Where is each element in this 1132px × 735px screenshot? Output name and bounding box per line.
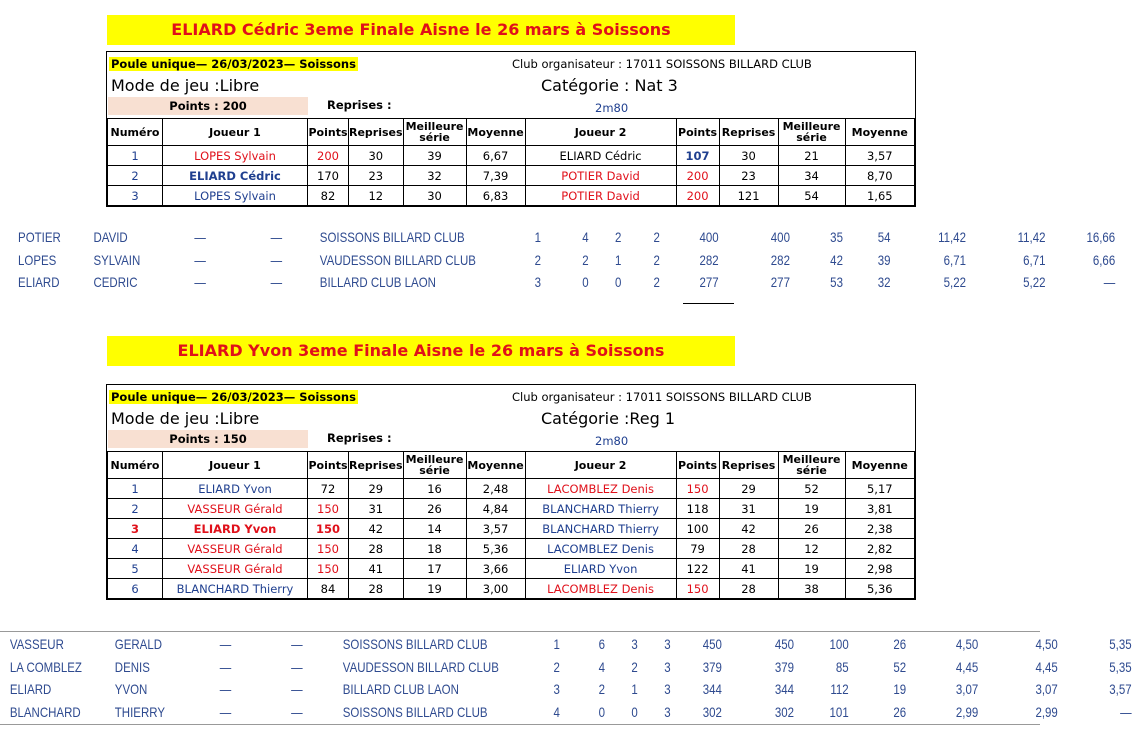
col-header-joueur1: Joueur 1 — [163, 452, 308, 479]
underline-mark — [683, 303, 734, 304]
table-row — [108, 539, 915, 559]
poule-label: Poule unique— 26/03/2023— Soissons — [111, 57, 356, 71]
rank-reprises: 112 — [830, 681, 849, 697]
rank-moyenne: 4,45 — [955, 658, 979, 675]
cell-reprises2: 29 — [719, 479, 778, 499]
cell-serie1: 14 — [403, 519, 466, 539]
rank-gagnes: 2 — [631, 658, 638, 675]
cell-points1: 150 — [308, 559, 349, 579]
col-header-moyenne1: Moyenne — [466, 452, 525, 479]
match-table — [107, 118, 915, 206]
rank-club: SOISSONS BILLARD CLUB — [342, 636, 488, 652]
cell-reprises1: 28 — [349, 579, 404, 599]
rank-rang: 4 — [553, 703, 560, 720]
categorie: Catégorie : Nat 3 — [541, 76, 678, 95]
cell-reprises2: 42 — [719, 519, 778, 539]
rank-col-d: 3 — [664, 703, 671, 720]
rank-club: VAUDESSON BILLARD CLUB — [342, 658, 499, 675]
cell-numero: 6 — [108, 579, 163, 599]
rank-moyenne2: 4,45 — [1035, 658, 1058, 675]
table-row — [108, 519, 915, 539]
cell-moyenne2: 2,82 — [845, 539, 914, 559]
cell-points1: 150 — [308, 499, 349, 519]
mode-de-jeu: Mode de jeu :Libre — [111, 76, 260, 95]
cell-serie1: 26 — [403, 499, 466, 519]
rank-rang: 3 — [553, 681, 560, 697]
table-row — [108, 579, 915, 599]
cell-serie2: 34 — [778, 166, 845, 186]
rank-moyenne: 6,71 — [943, 251, 966, 268]
cell-points1: 150 — [308, 519, 349, 539]
cell-moyenne1: 3,00 — [466, 579, 525, 599]
col-header-joueur2: Joueur 2 — [525, 119, 676, 146]
cell-joueur1: VASSEUR Gérald — [163, 559, 308, 579]
cell-joueur1: ELIARD Yvon — [163, 479, 308, 499]
rank-prenom: SYLVAIN — [93, 251, 141, 268]
rank-moyenne: 4,50 — [955, 636, 979, 652]
rank-rang: 3 — [534, 274, 542, 290]
rank-col4: — — [270, 274, 283, 290]
col-header-reprises1: Reprises — [349, 119, 404, 146]
results-panel-1 — [106, 51, 916, 207]
rank-serie: 19 — [893, 681, 907, 697]
col-header-serie2: Meilleure série — [778, 119, 845, 146]
rank-moyenne-partie: 5,35 — [1109, 636, 1132, 652]
cell-reprises1: 42 — [349, 519, 404, 539]
rank-moyenne-partie: 6,66 — [1092, 251, 1116, 268]
cell-serie2: 19 — [778, 499, 845, 519]
cell-moyenne2: 5,17 — [845, 479, 914, 499]
cell-serie2: 38 — [778, 579, 845, 599]
rank-total2: 344 — [774, 681, 795, 697]
rank-points: 4 — [598, 658, 605, 675]
rank-col4: — — [291, 681, 303, 697]
rank-nom: BLANCHARD — [9, 703, 81, 720]
rank-gagnes: 2 — [615, 229, 622, 245]
rank-col-d: 2 — [653, 251, 660, 268]
rank-club: BILLARD CLUB LAON — [319, 274, 436, 290]
cell-moyenne1: 3,66 — [466, 559, 525, 579]
rank-reprises: 100 — [829, 636, 849, 652]
cell-numero: 5 — [108, 559, 163, 579]
col-header-reprises2: Reprises — [719, 452, 778, 479]
cell-reprises1: 12 — [349, 186, 404, 206]
cell-joueur2: POTIER David — [525, 186, 676, 206]
cell-points1: 170 — [308, 166, 349, 186]
rank-moyenne2: 4,50 — [1035, 636, 1058, 652]
cell-joueur1: ELIARD Cédric — [163, 166, 308, 186]
cell-moyenne2: 3,57 — [845, 146, 914, 166]
cell-numero: 1 — [108, 146, 163, 166]
rank-moyenne-partie: — — [1120, 703, 1132, 720]
cell-joueur1: LOPES Sylvain — [163, 146, 308, 166]
cell-serie1: 18 — [403, 539, 466, 559]
rank-reprises: 35 — [830, 229, 843, 245]
rank-gagnes: 1 — [615, 251, 622, 268]
cell-numero: 3 — [108, 519, 163, 539]
club-organisateur: Club organisateur : 17011 SOISSONS BILLARD CLUB — [512, 57, 812, 71]
col-header-reprises1: Reprises — [349, 452, 404, 479]
cell-moyenne2: 3,81 — [845, 499, 914, 519]
rank-col3: — — [219, 681, 232, 697]
table-header-row — [108, 119, 915, 146]
rank-moyenne-partie: — — [1103, 274, 1116, 290]
cell-moyenne2: 2,38 — [845, 519, 914, 539]
cell-serie2: 54 — [778, 186, 845, 206]
cell-joueur1: ELIARD Yvon — [163, 519, 308, 539]
rank-gagnes: 0 — [631, 703, 638, 720]
cell-serie1: 39 — [403, 146, 466, 166]
cell-points2: 100 — [676, 519, 719, 539]
rank-total-points: 282 — [699, 251, 719, 268]
reprises-label: Reprises : — [327, 98, 392, 112]
cell-numero: 2 — [108, 166, 163, 186]
rank-col4: — — [291, 636, 303, 652]
rank-col3: — — [194, 274, 206, 290]
cell-numero: 3 — [108, 186, 163, 206]
cell-reprises2: 121 — [719, 186, 778, 206]
rank-nom: VASSEUR — [9, 636, 64, 652]
cell-points1: 82 — [308, 186, 349, 206]
categorie: Catégorie :Reg 1 — [541, 409, 676, 428]
cell-reprises1: 41 — [349, 559, 404, 579]
results-panel-2 — [106, 384, 916, 600]
cell-points2: 200 — [676, 166, 719, 186]
cell-numero: 4 — [108, 539, 163, 559]
cell-serie2: 26 — [778, 519, 845, 539]
rank-club: VAUDESSON BILLARD CLUB — [319, 251, 476, 268]
rank-prenom: DENIS — [114, 658, 150, 675]
rank-prenom: THIERRY — [114, 703, 165, 720]
rank-moyenne: 5,22 — [943, 274, 966, 290]
rank-rang: 2 — [553, 658, 560, 675]
rank-col3: — — [219, 703, 232, 720]
cell-moyenne1: 5,36 — [466, 539, 525, 559]
cell-joueur2: POTIER David — [525, 166, 676, 186]
cell-joueur2: BLANCHARD Thierry — [525, 499, 676, 519]
rank-total-points: 450 — [702, 636, 722, 652]
cell-joueur1: BLANCHARD Thierry — [163, 579, 308, 599]
rank-moyenne-partie: 3,57 — [1109, 681, 1132, 697]
rank-total-points: 277 — [699, 274, 719, 290]
col-header-joueur2: Joueur 2 — [525, 452, 676, 479]
cell-points1: 200 — [308, 146, 349, 166]
points-target: Points : 200 — [108, 97, 308, 115]
rank-points: 4 — [582, 229, 589, 245]
cell-moyenne1: 6,83 — [466, 186, 525, 206]
cell-points1: 72 — [308, 479, 349, 499]
rank-serie: 54 — [877, 229, 891, 245]
table-row — [108, 559, 915, 579]
rank-col4: — — [270, 251, 283, 268]
distance: 2m80 — [595, 101, 629, 115]
cell-serie1: 16 — [403, 479, 466, 499]
rank-moyenne-partie: 16,66 — [1086, 229, 1116, 245]
rank-col3: — — [194, 251, 206, 268]
rank-nom: ELIARD — [9, 681, 52, 697]
rank-moyenne2: 2,99 — [1035, 703, 1058, 720]
rank-points: 2 — [582, 251, 589, 268]
cell-serie1: 17 — [403, 559, 466, 579]
divider — [0, 724, 1040, 725]
col-header-joueur1: Joueur 1 — [163, 119, 308, 146]
club-organisateur: Club organisateur : 17011 SOISSONS BILLARD CLUB — [512, 390, 812, 404]
cell-serie1: 30 — [403, 186, 466, 206]
rank-rang: 1 — [553, 636, 560, 652]
cell-points2: 107 — [676, 146, 719, 166]
cell-points2: 118 — [676, 499, 719, 519]
cell-joueur2: ELIARD Yvon — [525, 559, 676, 579]
rank-reprises: 42 — [830, 251, 843, 268]
cell-serie1: 19 — [403, 579, 466, 599]
cell-reprises1: 29 — [349, 479, 404, 499]
col-header-serie1: Meilleure série — [403, 119, 466, 146]
rank-col3: — — [194, 229, 206, 245]
rank-moyenne2: 5,22 — [1023, 274, 1046, 290]
rank-col-d: 3 — [664, 681, 671, 697]
rank-moyenne: 2,99 — [955, 703, 979, 720]
rank-serie: 52 — [893, 658, 907, 675]
rank-nom: ELIARD — [18, 274, 60, 290]
rank-points: 0 — [582, 274, 589, 290]
rank-col-d: 2 — [653, 274, 660, 290]
points-target: Points : 150 — [108, 430, 308, 448]
cell-points2: 150 — [676, 479, 719, 499]
rank-reprises: 101 — [829, 703, 849, 720]
rank-total2: 277 — [770, 274, 790, 290]
cell-numero: 1 — [108, 479, 163, 499]
cell-reprises1: 28 — [349, 539, 404, 559]
table-row — [108, 146, 915, 166]
cell-joueur2: LACOMBLEZ Denis — [525, 539, 676, 559]
cell-points1: 84 — [308, 579, 349, 599]
rank-moyenne2: 6,71 — [1023, 251, 1046, 268]
cell-joueur1: VASSEUR Gérald — [163, 539, 308, 559]
rank-serie: 32 — [877, 274, 891, 290]
mode-de-jeu: Mode de jeu :Libre — [111, 409, 260, 428]
rank-moyenne-partie: 5,35 — [1109, 658, 1132, 675]
rank-total2: 400 — [770, 229, 790, 245]
col-header-serie2: Meilleure série — [778, 452, 845, 479]
rank-club: BILLARD CLUB LAON — [342, 681, 459, 697]
cell-joueur1: LOPES Sylvain — [163, 186, 308, 206]
cell-points2: 150 — [676, 579, 719, 599]
cell-moyenne1: 6,67 — [466, 146, 525, 166]
cell-serie2: 52 — [778, 479, 845, 499]
col-header-moyenne2: Moyenne — [845, 452, 914, 479]
cell-reprises2: 23 — [719, 166, 778, 186]
cell-serie2: 19 — [778, 559, 845, 579]
cell-joueur2: BLANCHARD Thierry — [525, 519, 676, 539]
rank-total2: 302 — [774, 703, 795, 720]
rank-moyenne2: 3,07 — [1035, 681, 1058, 697]
rank-nom: LOPES — [18, 251, 57, 268]
rank-total-points: 379 — [702, 658, 722, 675]
cell-numero: 2 — [108, 499, 163, 519]
rank-total2: 379 — [774, 658, 795, 675]
rank-serie: 26 — [893, 703, 907, 720]
col-header-points1: Points — [308, 119, 349, 146]
title-banner-2: ELIARD Yvon 3eme Finale Aisne le 26 mars à Soissons — [107, 336, 735, 366]
rank-nom: LA COMBLEZ — [9, 658, 82, 675]
cell-joueur2: LACOMBLEZ Denis — [525, 479, 676, 499]
match-table — [107, 451, 915, 599]
cell-moyenne2: 2,98 — [845, 559, 914, 579]
table-row — [108, 166, 915, 186]
cell-reprises2: 28 — [719, 539, 778, 559]
rank-gagnes: 3 — [631, 636, 638, 652]
cell-moyenne1: 3,57 — [466, 519, 525, 539]
panel-header — [107, 52, 915, 118]
rank-reprises: 53 — [830, 274, 843, 290]
poule-label: Poule unique— 26/03/2023— Soissons — [111, 390, 356, 404]
rank-prenom: CEDRIC — [93, 274, 138, 290]
table-row — [108, 479, 915, 499]
rank-col-d: 3 — [664, 658, 671, 675]
cell-reprises2: 41 — [719, 559, 778, 579]
cell-points2: 79 — [676, 539, 719, 559]
cell-moyenne2: 5,36 — [845, 579, 914, 599]
cell-serie1: 32 — [403, 166, 466, 186]
rank-points: 2 — [598, 681, 605, 697]
col-header-moyenne1: Moyenne — [466, 119, 525, 146]
rank-col-d: 2 — [653, 229, 660, 245]
col-header-points2: Points — [676, 119, 719, 146]
col-header-numero: Numéro — [108, 119, 163, 146]
rank-rang: 2 — [534, 251, 542, 268]
rank-total2: 450 — [774, 636, 795, 652]
cell-serie2: 12 — [778, 539, 845, 559]
col-header-moyenne2: Moyenne — [845, 119, 914, 146]
rank-points: 6 — [598, 636, 605, 652]
rank-col4: — — [291, 703, 303, 720]
rank-gagnes: 0 — [615, 274, 622, 290]
rank-moyenne2: 11,42 — [1017, 229, 1046, 245]
col-header-points1: Points — [308, 452, 349, 479]
rank-nom: POTIER — [18, 229, 61, 245]
rank-col3: — — [219, 636, 232, 652]
rank-total2: 282 — [770, 251, 790, 268]
divider — [0, 631, 1040, 632]
table-header-row — [108, 452, 915, 479]
rank-serie: 39 — [877, 251, 891, 268]
cell-reprises2: 31 — [719, 499, 778, 519]
table-row — [108, 186, 915, 206]
cell-points2: 122 — [676, 559, 719, 579]
rank-moyenne: 11,42 — [938, 229, 966, 245]
rank-gagnes: 1 — [631, 681, 638, 697]
rank-col4: — — [270, 229, 283, 245]
cell-reprises1: 31 — [349, 499, 404, 519]
rank-points: 0 — [598, 703, 605, 720]
cell-reprises1: 30 — [349, 146, 404, 166]
table-row — [108, 499, 915, 519]
cell-points2: 200 — [676, 186, 719, 206]
cell-serie2: 21 — [778, 146, 845, 166]
col-header-reprises2: Reprises — [719, 119, 778, 146]
cell-moyenne2: 8,70 — [845, 166, 914, 186]
cell-moyenne2: 1,65 — [845, 186, 914, 206]
rank-prenom: YVON — [114, 681, 148, 697]
rank-col4: — — [291, 658, 303, 675]
rank-total-points: 400 — [699, 229, 719, 245]
cell-joueur2: LACOMBLEZ Denis — [525, 579, 676, 599]
rank-col3: — — [219, 658, 232, 675]
col-header-numero: Numéro — [108, 452, 163, 479]
rank-club: SOISSONS BILLARD CLUB — [319, 229, 465, 245]
title-banner-1: ELIARD Cédric 3eme Finale Aisne le 26 mars à Soissons — [107, 15, 735, 45]
rank-reprises: 85 — [835, 658, 849, 675]
rank-club: SOISSONS BILLARD CLUB — [342, 703, 488, 720]
rank-col-d: 3 — [664, 636, 671, 652]
cell-reprises1: 23 — [349, 166, 404, 186]
distance: 2m80 — [595, 434, 629, 448]
cell-reprises2: 28 — [719, 579, 778, 599]
cell-reprises2: 30 — [719, 146, 778, 166]
cell-moyenne1: 7,39 — [466, 166, 525, 186]
rank-total-points: 344 — [702, 681, 722, 697]
rank-prenom: DAVID — [93, 229, 128, 245]
rank-moyenne: 3,07 — [955, 681, 979, 697]
reprises-label: Reprises : — [327, 431, 392, 445]
cell-joueur1: VASSEUR Gérald — [163, 499, 308, 519]
panel-header — [107, 385, 915, 451]
cell-moyenne1: 4,84 — [466, 499, 525, 519]
rank-prenom: GERALD — [114, 636, 163, 652]
rank-serie: 26 — [893, 636, 907, 652]
cell-points1: 150 — [308, 539, 349, 559]
cell-joueur2: ELIARD Cédric — [525, 146, 676, 166]
col-header-serie1: Meilleure série — [403, 452, 466, 479]
rank-total-points: 302 — [702, 703, 722, 720]
cell-moyenne1: 2,48 — [466, 479, 525, 499]
rank-rang: 1 — [534, 229, 542, 245]
col-header-points2: Points — [676, 452, 719, 479]
